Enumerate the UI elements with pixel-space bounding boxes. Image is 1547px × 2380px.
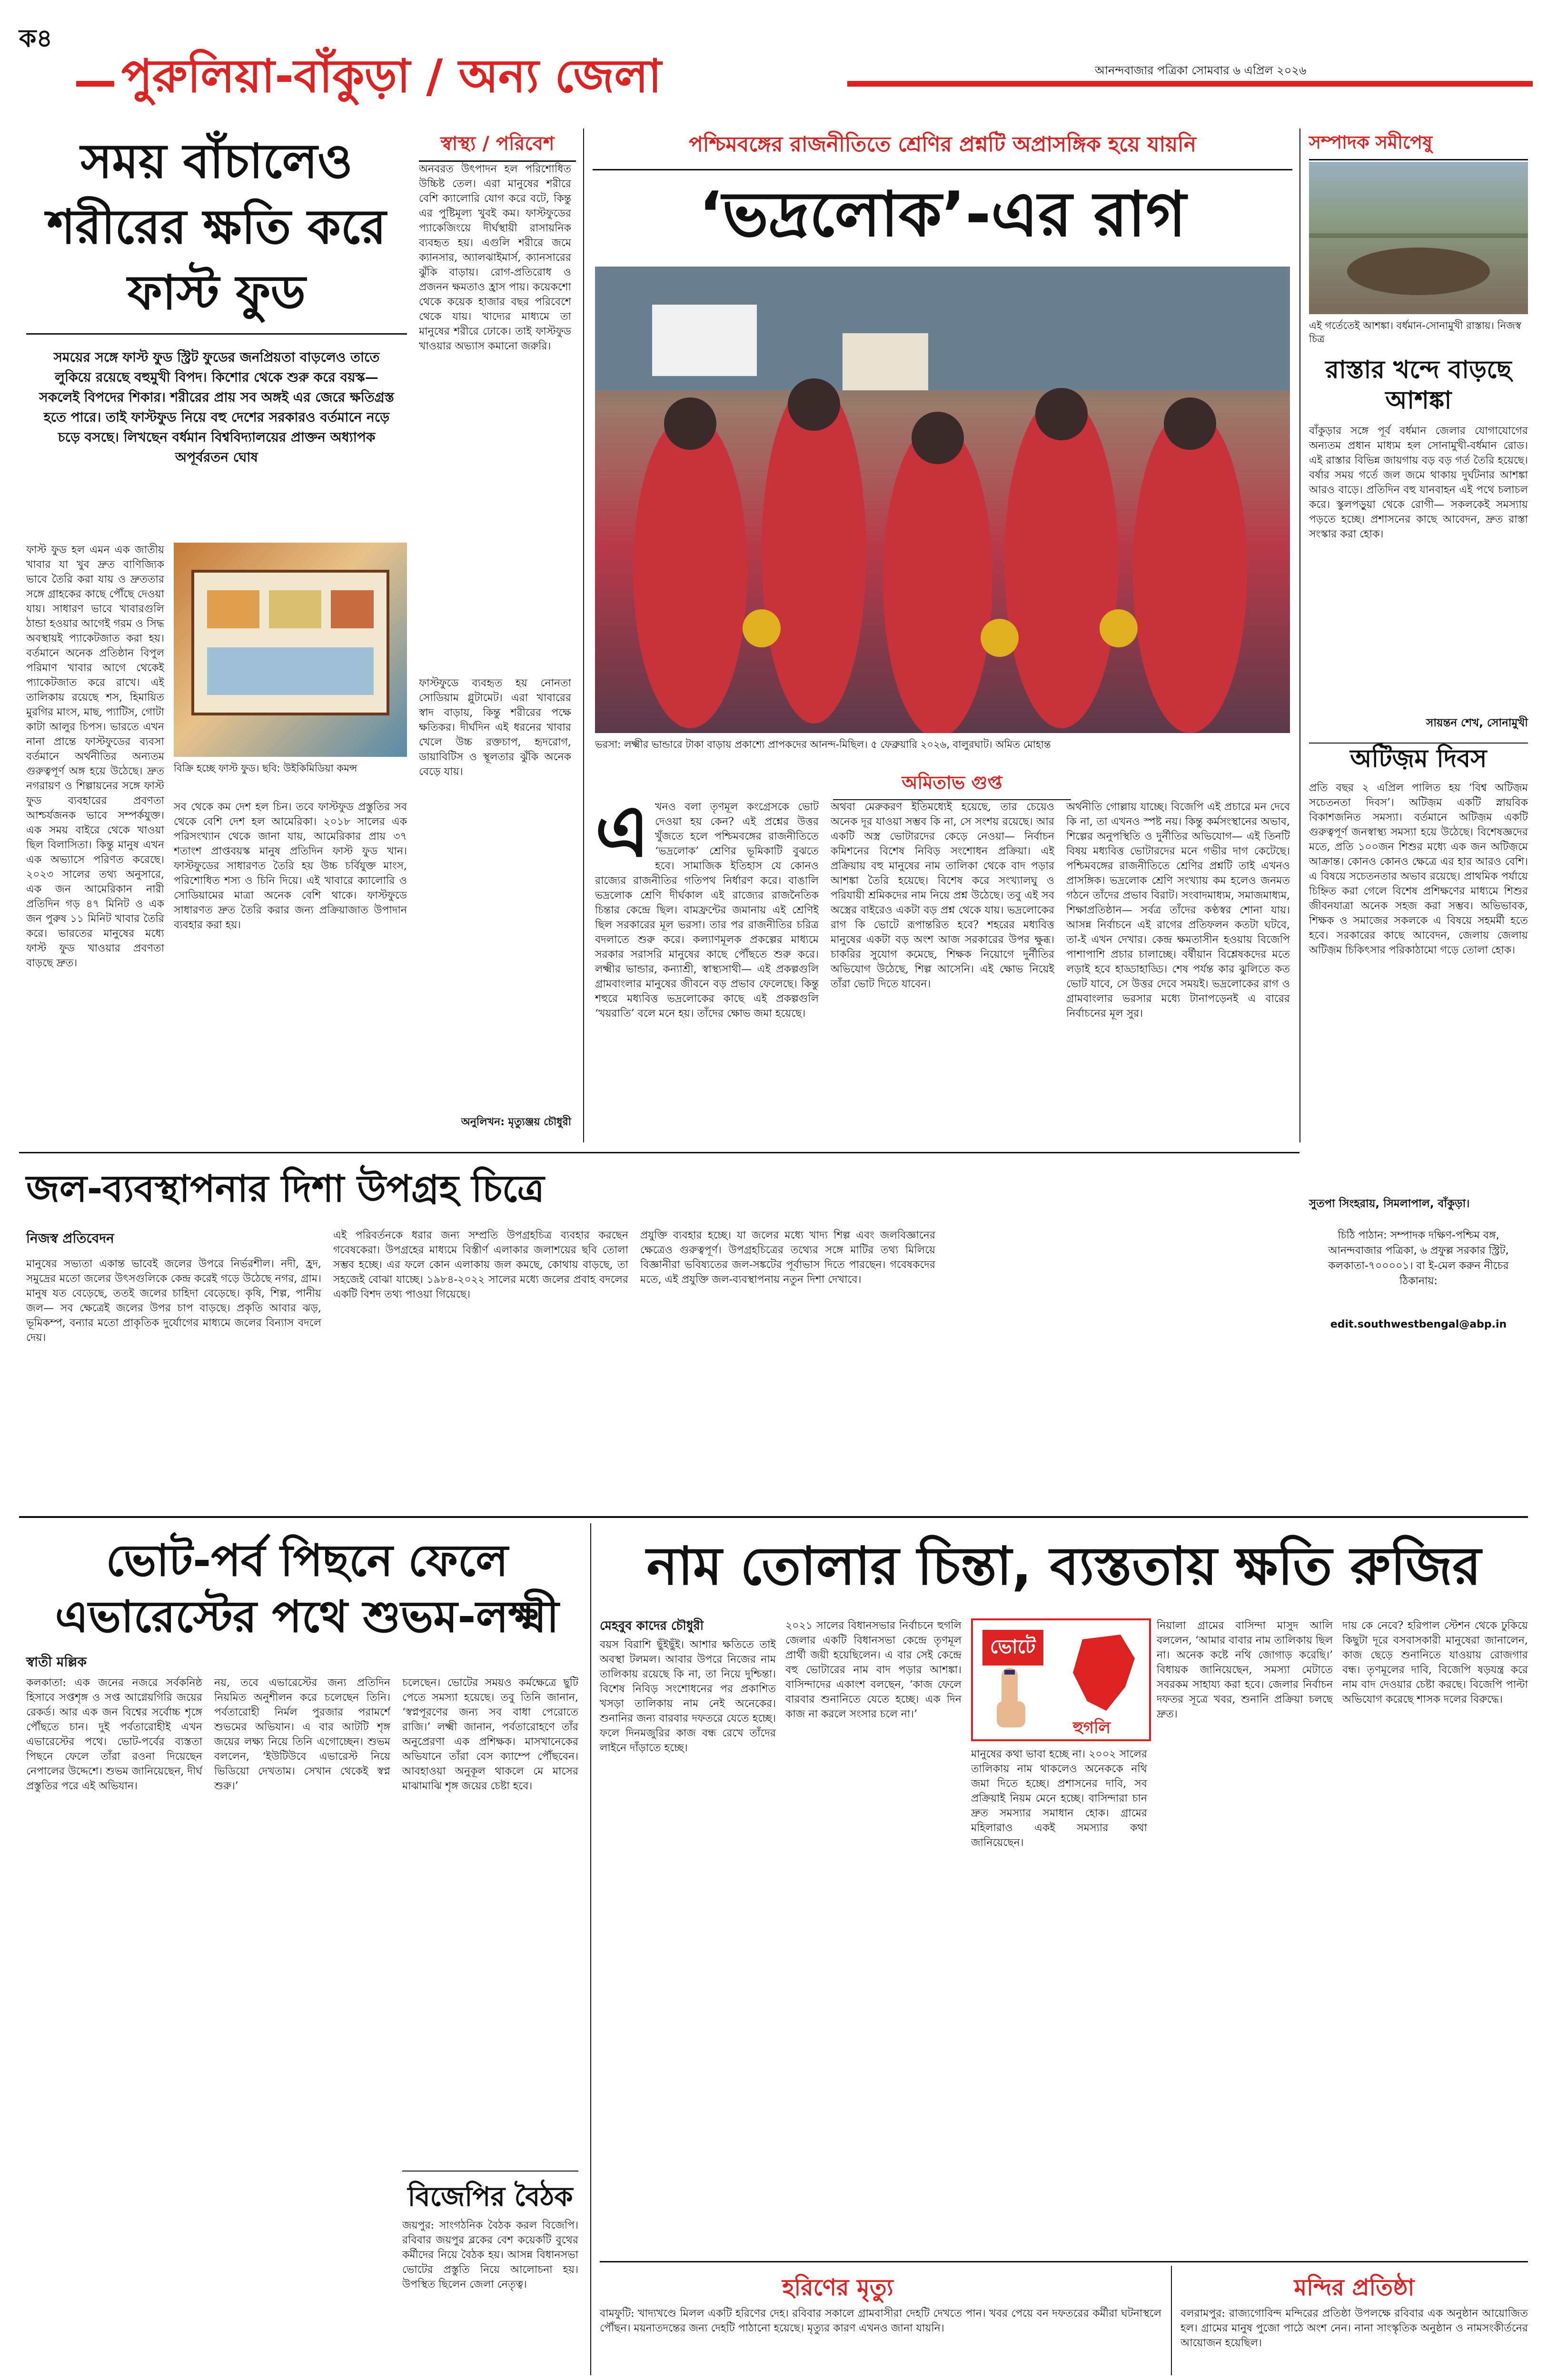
deer-headline: হরিণের মৃত্যু [782,2274,893,2301]
main-col-3: অর্থনীতি গোল্লায় যাচ্ছে। বিজেপি এই প্রচারে মন দেবে কি না, তা এখনও স্পষ্ট নয়। কিন্তু কর্মসংস্থানের অভাব, শিল্পের অনুপস্থিতি ও দুর্নীতির অভিযোগ— এই তিনটি বিষয় মধ্যবিত্ত ভোটারদের মনে গভীর দাগ কেটেছে। পশ্চিমবঙ্গের রাজনীতিতে শ্রেণির প্রশ্নটি তাই এখনও প্রাসঙ্গিক। ভদ্রলোক শ্রেণি সংখ্যায় কম হলেও জনমত গঠনে তাঁদের প্রভাব বিরাট। সংবাদমাধ্যম, সমাজমাধ্যম, শিক্ষাপ্রতিষ্ঠান— সর্বত্র তাঁদের কণ্ঠস্বর শোনা যায়। আসন্ন নির্বাচনে এই রাগের প্রতিফলন কতটা ঘটবে, তা-ই এখন দেখার। কেন্দ্র ক্ষমতাসীন হওয়ায় বিজেপি পাশাপাশি প্রচার চালাচ্ছে। বর্ষীয়ান বিশ্লেষকদের মতে লড়াই হবে হাড্ডাহাড্ডি। শেষ পর্যন্ত কার ঝুলিতে কত ভোট যাবে, সে উত্তর দেবে সময়ই। ভদ্রলোকের রাগ ও গ্রামবাংলার ভরসার মধ্যে টানাপড়েনই এ বারের নির্বাচনের মূল সুর। [1066,801,1290,1020]
food-stall-icon [174,543,407,757]
voter-col-3: মানুষের কথা ভাবা হচ্ছে না। ২০০২ সালের তালিকায় নাম থাকলেও অনেককে নথি জমা দিতে হচ্ছে। প্রশাসনের দাবি, সব প্রক্রিয়াই নিয়ম মেনে হচ্ছে। বাসিন্দারা চান দ্রুত সমস্যার সমাধান হোক। গ্রামের মহিলারাও একই সমস্যার কথা জানিয়েছেন। [971,1748,1147,1849]
bjp-meeting-headline: বিজেপির বৈঠক [402,2171,578,2221]
everest-byline: স্বাতী মল্লিক [26,1654,87,1670]
col-divider-3 [590,1523,591,2375]
main-dropcap: এ [595,800,650,873]
paper-date: আনন্দবাজার পত্রিকা সোমবার ৬ এপ্রিল ২০২৬ [1095,64,1307,77]
voter-col-4: নিয়ালা গ্রামের বাসিন্দা মাসুদ আলি বললেন, ‘আমার বাবার নাম তালিকায় ছিল না। অনেক কষ্টে নথি জোগাড় করেছি।’ বিধায়ক জানিয়েছেন, সমস্যা মেটাতে সবরকম সাহায্য করা হবে। জেলার নির্বাচন দফতর সূত্রে খবর, শুনানি প্রক্রিয়া চলছে দ্রুত। [1157,1620,1333,1720]
col-divider-4 [1171,2266,1172,2375]
fastfood-photo-caption: বিক্রি হচ্ছে ফাস্ট ফুড। ছবি: উইকিমিডিয়া কমন্স [174,763,357,774]
fastfood-body-5: ফাস্টফুডে ব্যবহৃত হয় নোনতা সোডিয়াম গ্লুটামেট। এরা খাবারের স্বাদ বাড়ায়, কিন্তু শরীরের পক্ষে ক্ষতিকর। দীর্ঘদিন এই ধরনের খাবার খেলে উচ্চ রক্তচাপ, হৃদরোগ, ডায়াবিটিস ও স্থূলতার ঝুঁকি অনেক বেড়ে যায়। [419,677,571,778]
water-col-3: প্রযুক্তি ব্যবহার হচ্ছে। যা জলের মধ্যে খাদ্য শিল্প এবং জলবিজ্ঞানের ক্ষেত্রেও গুরুত্বপূর্ণ। উপগ্রহচিত্রের তথ্যের সঙ্গে মাটির তথ্য মিলিয়ে বিজ্ঞানীরা ভবিষ্যতের জল-সঙ্কটের পূর্বাভাস দিতে পারছেন। গবেষকদের মতে, এই প্রযুক্তি জল-ব্যবস্থাপনায় নতুন দিশা দেখাবে। [640,1230,935,1286]
main-col-1 [595,800,819,1142]
everest-headline: ভোট-পর্ব পিছনে ফেলে এভারেস্টের পথে শুভম-লক্ষ্মী [55,1535,559,1642]
health-label: স্বাস্থ্য / পরিবেশ [419,129,576,162]
voter-byline: মেহবুব কাদের চৌধুরী [600,1619,704,1633]
col-divider-2 [1299,129,1300,1142]
road-photo-caption: এই গর্তেতেই আশঙ্কা। বর্ধমান-সোনামুখী রাস্তায়। নিজস্ব চিত্র [1309,320,1521,345]
voter-col-5: দায় কে নেবে? হরিপাল স্টেশন থেকে ঢুকিয়ে কিছুটা দূরে বসবাসকারী মানুষেরা জানালেন, কাজ ছেড়ে শুনানিতে যাওয়ায় রোজগার বন্ধ। তৃণমূলের দাবি, বিজেপি ষড়যন্ত্র করে নাম বাদ দেওয়ার চেষ্টা করছে। বিজেপি পাল্টা অভিযোগ করেছে শাসক দলের বিরুদ্ধে। [1342,1620,1528,1706]
editor-address: চিঠি পাঠান: সম্পাদক দক্ষিণ-পশ্চিম বঙ্গ, আনন্দবাজার পত্রিকা, ৬ প্রফুল্ল সরকার স্ট্রিট, কলকাতা-৭০০০০১। বা ই-মেল করুন নীচের ঠিকানায়: [1328,1230,1509,1287]
temple-headline: মন্দির প্রতিষ্ঠা [1294,2274,1415,2301]
fastfood-body-2: সব থেকে কম দেশ হল চিন। তবে ফাস্টফুড প্রস্তুতির সব থেকে বেশি দেশ হল আমেরিকা। ২০১৮ সালের এক পরিসংখ্যান থেকে জানা যায়, আমেরিকার প্রায় ৩৭ শতাংশ প্রাপ্তবয়স্ক মানুষ প্রতিদিন ফাস্ট ফুড খান। ফাস্টফুডের সাধারণত তৈরি হয় উচ্চ চর্বিযুক্ত মাংস, পরিশোধিত শস্য ও চিনি দিয়ে। এই খাবারে ক্যালোরি ও সোডিয়ামের মাত্রা অনেক বেশি থাকে। ফাস্টফুডে সাধারণত দ্রুত তৈরি করার জন্য প্রক্রিয়াজাত উপাদান ব্যবহার করা হয়। [174,801,407,931]
fastfood-body-1: ফাস্ট ফুড হল এমন এক জাতীয় খাবার যা খুব দ্রুত বাণিজ্যিক ভাবে তৈরি করা যায় ও দ্রুততার সঙ্গে গ্রাহকের কাছে পৌঁছে দেওয়া যায়। সাধারণ ভাবে খাবারগুলি ঠান্ডা হওয়ার আগেই গরম ও সিদ্ধ অবস্থায়ই প্যাকেটজাত করা হয়। বর্তমানে অনেক প্রতিষ্ঠান বিপুল পরিমাণ খাবার আগে থেকেই প্যাকেটজাত করে রাখে। এই তালিকায় রয়েছে শস, হিমায়িত মুরগির মাংস, মাছ, প্যাটিস, গোটা কাটা আলুর চিপস। ভারতে এখন নানা প্রান্তে ফাস্টফুডের ব্যবসা বর্তমানে অর্থনীতির অন্যতম গুরুত্বপূর্ণ অঙ্গ হয়ে উঠেছে। দ্রুত নগরায়ণ ও শিল্পায়নের সঙ্গে ফাস্ট ফুড ব্যবহারের প্রবণতা আশ্চর্যজনক ভাবে সম্পর্কযুক্ত। এক সময় বাইরে থেকে খাওয়া ছিল বিলাসিতা। কিন্তু মানুষ এখন এক অভ্যাসে পরিণত করেছে। ২০২৩ সালের তথ্য অনুসারে, এক জন আমেরিকান নারী প্রতিদিন গড় ৪৭ মিনিট ও এক জন পুরুষ ১১ মিনিট খাবার তৈরি করে। ভারতের মানুষের মধ্যে ফাস্ট ফুড খাওয়ার প্রবণতা বাড়ছে দ্রুত। [26,544,164,969]
editor-label: সম্পাদক সমীপেষু [1309,129,1528,160]
badge-top: ভোটে [982,1630,1043,1666]
editor-email[interactable]: edit.southwestbengal@abp.in [1330,1319,1507,1330]
deer-body: বামফুটি: খাদ্যখণ্ডে মিলল একটি হরিণের দেহ। রবিবার সকালে গ্রামবাসীরা দেহটি দেখতে পান। খবর পেয়ে বন দফতরের কর্মীরা ঘটনাস্থলে পৌঁছন। ময়নাতদন্তের জন্য দেহটি পাঠানো হয়েছে। মৃত্যুর কারণ এখনও জানা যায়নি। [600,2308,1161,2334]
main-photo-caption: ভরসা: লক্ষ্মীর ভান্ডারে টাকা বাড়ায় প্রকাশ্যে প্রাপকদের আনন্দ-মিছিল। ৫ ফেব্রুয়ারি ২০২৬, বালুরঘাট। অমিত মোহান্ত [595,739,1051,750]
water-headline: জল-ব্যবস্থাপনার দিশা উপগ্রহ চিত্রে [26,1168,545,1210]
main-col-1-text: খনও বলা তৃণমূল কংগ্রেসকে ভোট দেওয়া হয় কেন? এই প্রশ্নের উত্তর খুঁজতে হলে পশ্চিমবঙ্গের রাজনীতিতে ‘ভদ্রলোক’ শ্রেণির ভূমিকাটি বুঝতে হবে। সামাজিক ইতিহাস যে কোনও রাজ্যের রাজনীতির গতিপথ নির্ধারণ করে। বাঙালি ভদ্রলোক শ্রেণি দীর্ঘকাল এই রাজ্যের রাজনৈতিক চিন্তার কেন্দ্রে ছিল। বামফ্রন্টের জমানায় এই শ্রেণিই ছিল সরকারের মূল ভরসা। তার পর রাজনীতির চরিত্র বদলাতে শুরু করে। কল্যাণমূলক প্রকল্পের মাধ্যমে সরকার সরাসরি মানুষের কাছে পৌঁছতে শুরু করে। লক্ষ্মীর ভান্ডার, কন্যাশ্রী, স্বাস্থ্যসাথী— এই প্রকল্পগুলি গ্রামবাংলার মানুষের জীবনে বড় প্রভাব ফেলেছে। কিন্তু শহুরে মধ্যবিত্ত ভদ্রলোকের কাছে এই প্রকল্পগুলি ‘খয়রাতি’ বলে মনে হয়। তাঁদের ক্ষোভ জমা হয়েছে। [595,801,819,1020]
letter1-body: বাঁকুড়ার সঙ্গে পূর্ব বর্ধমান জেলার যোগাযোগের অন্যতম প্রধান মাধ্যম হল সোনামুখী-বর্ধমান রোড। এই রাস্তার বিভিন্ন জায়গায় বড় বড় গর্ত তৈরি হয়েছে। বর্ষার সময় গর্তে জল জমে থাকায় দুর্ঘটনার আশঙ্কা আরও বাড়ে। প্রতিদিন বহু যানবাহন এই পথে চলাচল করে। স্কুলপড়ুয়া থেকে রোগী— সকলকেই সমস্যায় পড়তে হচ্ছে। প্রশাসনের কাছে আবেদন, দ্রুত রাস্তা সংস্কার করা হোক। [1309,425,1528,540]
main-byline: অমিতাভ গুপ্ত [833,769,1071,800]
temple-body: বলরামপুর: রাজ্যগোবিন্দ মন্দিরের প্রতিষ্ঠা উপলক্ষে রবিবার এক অনুষ্ঠান আয়োজিত হল। গ্রামের মানুষ পুজো পাঠে অংশ নেন। নানা সাংস্কৃতিক অনুষ্ঠান ও নামসংকীর্তনের আয়োজন হয়েছিল। [1180,2308,1528,2349]
letter1-title: রাস্তার খন্দে বাড়ছে আশঙ্কা [1325,356,1512,415]
district-map-icon [1063,1630,1140,1716]
water-byline: নিজস্ব প্রতিবেদন [26,1230,114,1246]
page-number: ক৪ [19,24,53,53]
voter-badge [971,1618,1151,1741]
water-col-1: মানুষের সভ্যতা একান্ত ভাবেই জলের উপরে নির্ভরশীল। নদী, হ্রদ, সমুদ্রের মতো জলের উৎসগুলিকে কেন্দ্র করেই গড়ে উঠেছে নগর, গ্রাম। মানুষ যত বেড়েছে, ততই জলের চাহিদা বেড়েছে। কৃষি, শিল্প, পানীয় জল— সব ক্ষেত্রেই জলের উপর চাপ বাড়ছে। প্রকৃতি আবার ঝড়, ভূমিকম্প, বন্যার মতো প্রাকৃতিক দুর্যোগের মাধ্যমে জলের বিন্যাস বদলে দেয়। [26,1258,321,1344]
finger-vote-icon [982,1663,1040,1730]
badge-bottom: হুগলি [1073,1718,1111,1737]
main-col-2: অথবা মেরুকরণ ইতিমধ্যেই হয়েছে, তার চেয়েও অনেক দূর যাওয়া সম্ভব কি না, সে সংশয় রয়েছে। আর একটি অস্ত্র ভোটারদের কেড়ে নেওয়া— নির্বাচন কমিশনের বিশেষ নিবিড় সংশোধন প্রক্রিয়া। এই প্রক্রিয়ায় বহু মানুষের নাম তালিকা থেকে বাদ পড়ার আশঙ্কা তৈরি হয়েছে। বিশেষ করে সংখ্যালঘু ও পরিযায়ী শ্রমিকদের নাম নিয়ে প্রশ্ন উঠেছে। তবু এই সব অস্ত্রের বাইরেও একটা বড় প্রশ্ন থেকে যায়। ভদ্রলোকের রাগ কি ভোটে রূপান্তরিত হবে? শহরের মধ্যবিত্ত মানুষের একটা বড় অংশ আজ সরকারের উপর ক্ষুব্ধ। চাকরির সুযোগ কমেছে, শিক্ষক নিয়োগে দুর্নীতির অভিযোগ উঠেছে, শিল্প আসেনি। এই ক্ষোভ নিয়েই তাঁরা ভোট দিতে যাবেন। [831,801,1054,990]
bottom-rule [19,1516,1528,1518]
road-photo [1309,162,1528,314]
letter2-title: অটিজ়ম দিবস [1309,743,1528,774]
masthead-bar-right [847,81,1533,87]
fastfood-translator: অনুলিখন: মৃত্যুঞ্জয় চৌধুরী [461,1116,571,1128]
water-top-rule [19,1152,1299,1153]
fastfood-headline: সময় বাঁচালেও শরীরের ক্ষতি করে ফাস্ট ফুড [47,133,387,320]
masthead-bar-left [76,81,114,87]
voter-col-1: বয়স বিরাশি ছুঁইছুঁই। আশার ক্ষতিতে তাই অবস্থা টলমল। আবার উপরে নিজের নাম তালিকায় রয়েছে কি না, তা নিয়ে দুশ্চিন্তা। বিশেষ নিবিড় সংশোধনের পর প্রকাশিত খসড়া তালিকায় নাম নেই অনেকের। শুনানির জন্য বারবার দফতরে যেতে হচ্ছে। ফলে দিনমজুরির কাজ বন্ধ রেখে তাঁদের লাইনে দাঁড়াতে হচ্ছে। [600,1639,776,1754]
voter-col-2: ২০২১ সালের বিধানসভার নির্বাচনে হুগলি জেলার একটি বিধানসভা কেন্দ্রে তৃণমূল প্রার্থী জয়ী হয়েছিলেন। এ বার সেই কেন্দ্রে বহু ভোটারের নাম বাদ পড়ার আশঙ্কা। বাসিন্দাদের একাংশ বলছেন, ‘কাজ ফেলে বারবার শুনানিতে যেতে হচ্ছে। এক দিন কাজ না করলে সংসার চলে না।’ [785,1620,962,1720]
water-col-2: এই পরিবর্তনকে ধরার জন্য সম্প্রতি উপগ্রহচিত্র ব্যবহার করছেন গবেষকেরা। উপগ্রহের মাধ্যমে বিস্তীর্ণ এলাকার জলাশয়ের ছবি তোলা সম্ভব হচ্ছে। এর ফলে কোন এলাকায় জল কমছে, কোথায় বাড়ছে, তা সহজেই বোঝা যাচ্ছে। ১৯৮৪-২০২২ সালের মধ্যে জলের প্রবাহ বদলের একটি বিশদ তথ্য পাওয়া গিয়েছে। [333,1230,628,1300]
bjp-meeting-body: জয়পুর: সাংগঠনিক বৈঠক করল বিজেপি। রবিবার জয়পুর ব্লকের বেশ কয়েকটি বুথের কর্মীদের নিয়ে বৈঠক হয়। আসন্ন বিধানসভা ভোটের প্রস্তুতি নিয়ে আলোচনা হয়। উপস্থিত ছিলেন জেলা নেতৃত্ব। [402,2220,578,2291]
letter2-body: প্রতি বছর ২ এপ্রিল পালিত হয় ‘বিশ্ব অটিজ়ম সচেতনতা দিবস’। অটিজ়ম একটি স্নায়বিক বিকাশজনিত সমস্যা। বর্তমানে অটিজ়ম একটি গুরুত্বপূর্ণ জনস্বাস্থ্য সমস্যা হয়ে উঠেছে। বিশেষজ্ঞদের মতে, প্রতি ১০০জন শিশুর মধ্যে এক জন অটিজ়মে আক্রান্ত। কোনও কোনও ক্ষেত্রে এর হার আরও বেশি। এ বিষয়ে সচেতনতার অভাব রয়েছে। প্রাথমিক পর্যায়ে চিহ্নিত করা গেলে বিশেষ প্রশিক্ষণের মাধ্যমে শিশুর জীবনযাত্রা অনেক সহজ করা সম্ভব। অভিভাবক, শিক্ষক ও সমাজের সকলকে এ বিষয়ে সহমর্মী হতে হবে। সরকারের কাছে আবেদন, জেলায় জেলায় অটিজ়ম চিকিৎসার পরিকাঠামো গড়ে তোলা হোক। [1309,782,1528,956]
main-headline: ‘ভদ্রলোক’-এর রাগ [699,178,1186,250]
procession-crowd-icon [595,267,1290,733]
voter-headline: নাম তোলার চিন্তা, ব্যস্ততায় ক্ষতি রুজির [646,1536,1481,1597]
brief-rule [600,2261,1528,2262]
fastfood-body-3: অনবরত উৎপাদন হল পরিশোধিত উচ্চিষ্ট তেল। এরা মানুষের শরীরে বেশি ক্যালোরি যোগ করে বটে, কিন্তু এর পুষ্টিমূল্য খুবই কম। ফাস্টফুডের প্যাকেজিংয়ে দীর্ঘস্থায়ী রাসায়নিক ব্যবহৃত হয়। এগুলি শরীরে জমে ক্যানসার, অ্যালঝাইমার্স, ক্যানসারের ঝুঁকি বাড়ায়। রোগ-প্রতিরোধ ও প্রজনন ক্ষমতাও হ্রাস পায়। কয়েকশো থেকে কয়েক হাজার বছর পরিবেশে থেকে যায়। খাদ্যের মাধ্যমে তা মানুষের শরীরে ঢোকে। তাই ফাস্টফুড খাওয়ার অভ্যাস কমানো জরুরি। [419,163,571,352]
letter1-sign: সায়ন্তন শেখ, সোনামুখী [1426,717,1528,729]
fastfood-standfirst: সময়ের সঙ্গে ফাস্ট ফুড স্ট্রিট ফুডের জনপ্রিয়তা বাড়লেও তাতে লুকিয়ে রয়েছে বহুমুখী বিপদ। কিশোর থেকে শুরু করে বয়স্ক— সকলেই বিপদের শিকার। শরীরের প্রায় সব অঙ্গই এর জেরে ক্ষতিগ্রস্ত হতে পারে। তাই ফাস্টফুড নিয়ে বহু দেশের সরকারও বর্তমানে নড়ে চড়ে বসছে। লিখছেন বর্ধমান বিশ্ববিদ্যালয়ের প্রাক্তন অধ্যাপক অপূর্বরতন ঘোষ [39,349,394,465]
pothole-icon [1309,162,1528,314]
section-title: পুরুলিয়া-বাঁকুড়া / অন্য জেলা [121,50,662,103]
fastfood-photo [174,543,407,757]
everest-col-1: কলকাতা: এক জনের নজরে সর্বকনিষ্ঠ হিসাবে সপ্তশৃঙ্গ ও সপ্ত আগ্নেয়গিরি জয়ের রেকর্ড। আর এক জন বিশ্বের সর্বোচ্চ শৃঙ্গে পৌঁছতে চান। দুই পর্বতারোহীই এখন এভারেস্টের পথে। ভোট-পর্বের ব্যস্ততা পিছনে ফেলে তাঁরা রওনা দিয়েছেন নেপালের উদ্দেশে। শুভম জানিয়েছেন, দীর্ঘ প্রস্তুতির পরে এই অভিযান। [26,1677,202,1792]
fastfood-rule [26,333,407,335]
everest-col-3: চলেছেন। ভোটের সময়ও কর্মক্ষেত্রে ছুটি পেতে সমস্যা হয়েছে। তবু তিনি জানান, ‘স্বপ্নপূরণের জন্য সব বাধা পেরোতে রাজি।’ লক্ষ্মী জানান, পর্বতারোহণে তাঁর অনুপ্রেরণা এক প্রশিক্ষক। মাসখানেকের অভিযানে তাঁরা বেস ক্যাম্পে পৌঁছবেন। আবহাওয়া অনুকূল থাকলে মে মাসের মাঝামাঝি শৃঙ্গ জয়ের চেষ্টা হবে। [402,1677,578,1792]
main-photo [595,267,1290,733]
col-divider-1 [583,129,584,1142]
main-kicker: পশ্চিমবঙ্গের রাজনীতিতে শ্রেণির প্রশ্নটি অপ্রাসঙ্গিক হয়ে যায়নি [593,129,1292,170]
letter2-sign: সুতপা সিংহরায়, সিমলাপাল, বাঁকুড়া। [1309,1198,1470,1210]
everest-col-2: নয়, তবে এভারেস্টের জন্য প্রতিদিন নিয়মিত অনুশীলন করে চলেছেন তিনি। পর্বতারোহী নির্মল পুরজার পরামর্শে শুভমের অভিযান। এ বার আটটি শৃঙ্গ জয়ের লক্ষ্য নিয়ে তিনি এগোচ্ছেন। শুভম বললেন, ‘ইউটিউবে এভারেস্ট নিয়ে ভিডিয়ো দেখতাম। সেখান থেকেই স্বপ্ন শুরু।’ [214,1677,390,1792]
